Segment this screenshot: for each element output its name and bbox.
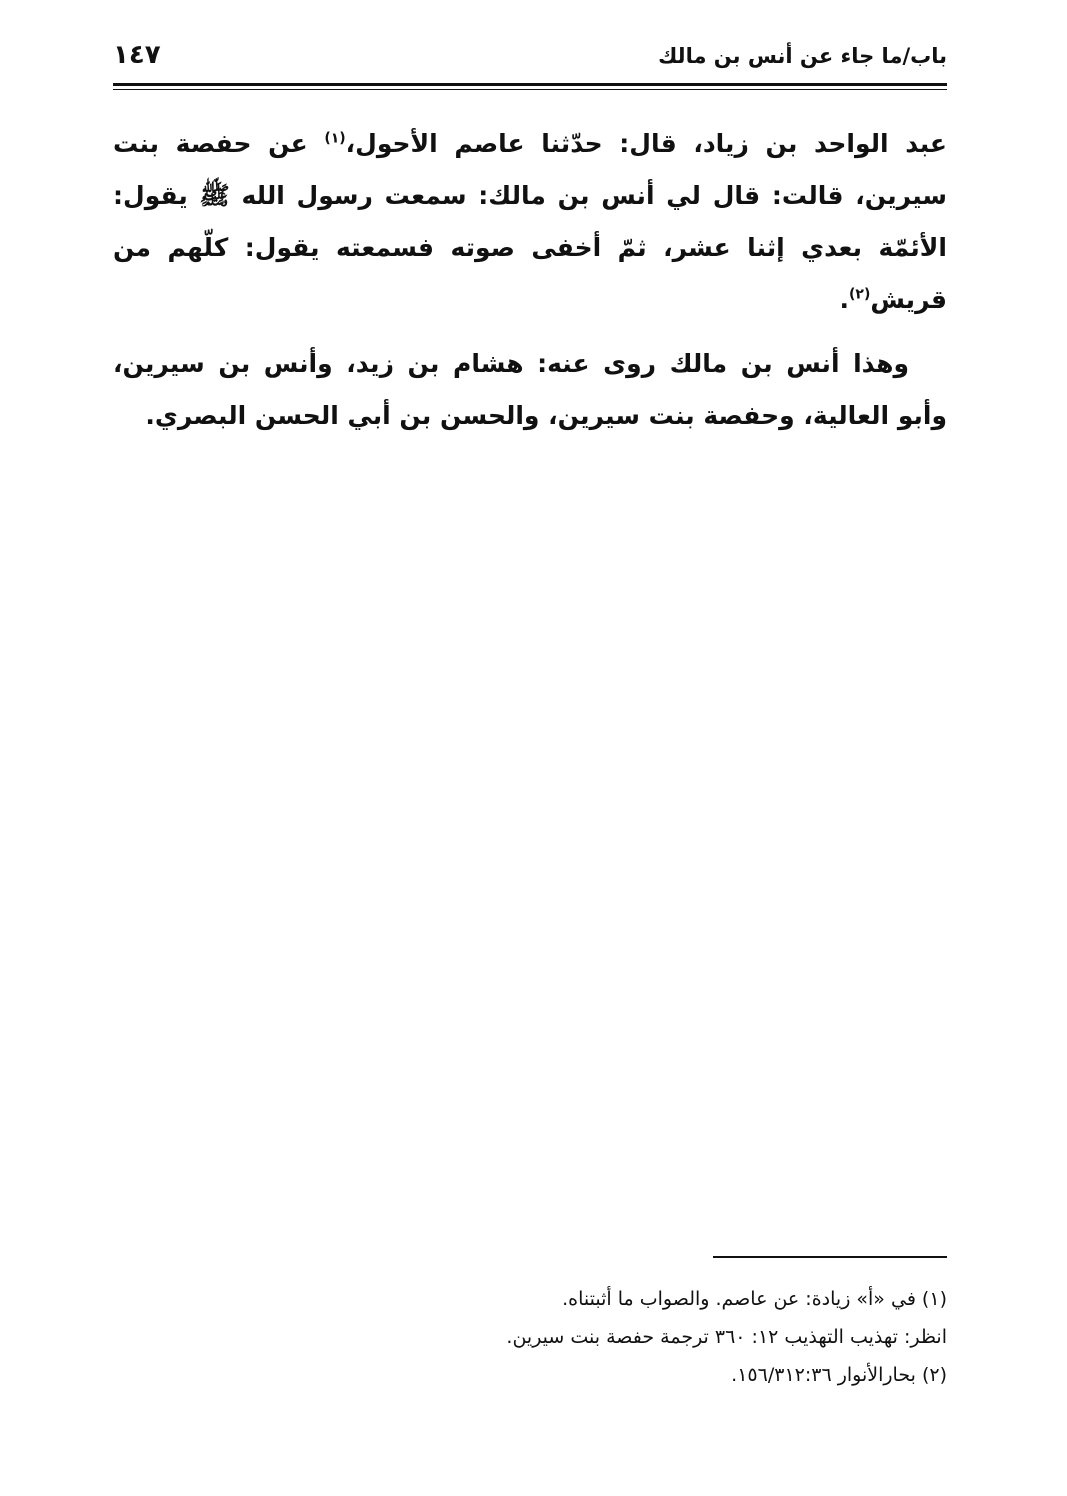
header-rule [113,83,947,86]
paragraph-1-text: عبد الواحد بن زياد، قال: حدّثنا عاصم الأحول، [345,129,947,158]
paragraph-1 [113,118,947,326]
page-header [113,38,947,78]
footnote-1: (١) في «أ» زيادة: عن عاصم. والصواب ما أثبتناه. [562,1288,947,1310]
footnote-ref-1[interactable]: (١) [324,130,346,147]
running-title: باب/ما جاء عن أنس بن مالك [658,44,947,68]
page-number: ١٤٧ [113,40,161,70]
paragraph-1-text-end: . [839,285,849,314]
footnote-ref-2[interactable]: (٢) [848,286,871,303]
paragraph-2: وهذا أنس بن مالك روى عنه: هشام بن زيد، وأنس بن سيرين، وأبو العالية، وحفصة بنت سيرين، والحسن بن أبي الحسن البصري. [113,349,947,430]
footnote-1-continued: انظر: تهذيب التهذيب ١٢: ٣٦٠ ترجمة حفصة بنت سيرين. [506,1326,947,1348]
header-rule-thin [113,89,947,90]
paragraph-1-text-after: عن حفصة بنت سيرين، قالت: قال لي أنس بن مالك: سمعت رسول الله ﷺ يقول: الأئمّة بعدي إثنا عشر، ثمّ أخفى صوته فسمعته يقول: كلّهم من قريش [113,129,947,314]
footnote-separator [713,1256,947,1258]
main-text [113,118,947,454]
footnote-2: (٢) بحارالأنوار ١٥٦/٣١٢:٣٦. [731,1364,947,1386]
footnotes [113,1280,947,1394]
